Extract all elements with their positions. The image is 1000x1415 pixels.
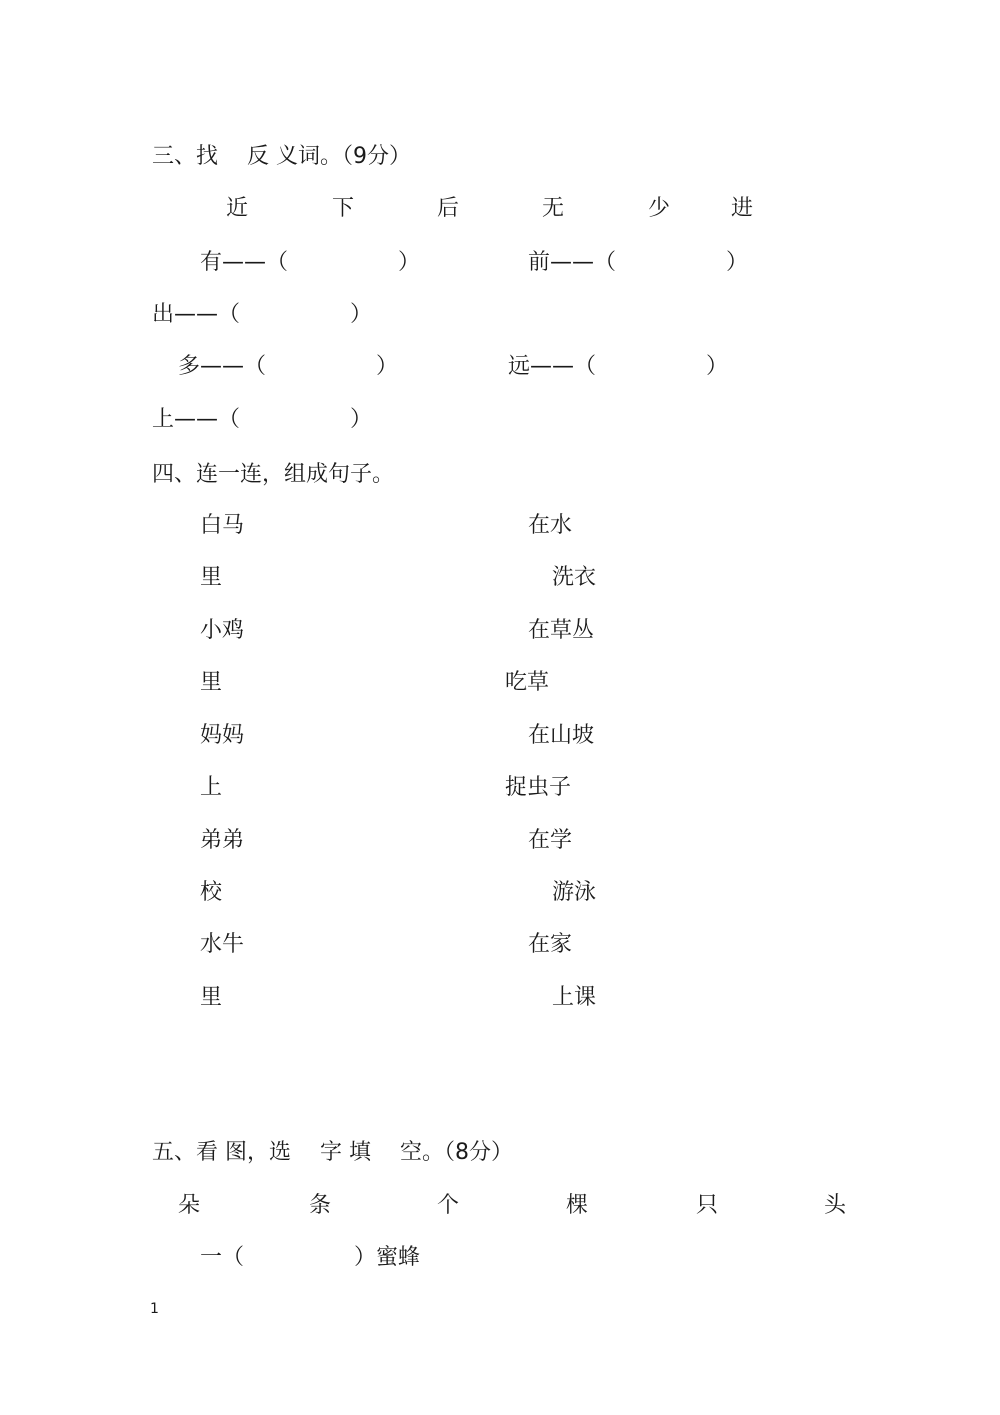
match-right-item[interactable]: 在草丛 xyxy=(528,618,595,643)
page-number: 1 xyxy=(150,1301,159,1317)
antonym-item-you[interactable]: 有——（ ） xyxy=(200,250,421,275)
word-option: 无 xyxy=(542,196,565,221)
match-left-item[interactable]: 白马 xyxy=(200,513,245,538)
word-option: 进 xyxy=(731,196,754,221)
word-option: 头 xyxy=(824,1193,847,1218)
word-option: 下 xyxy=(332,196,355,221)
section-4-title: 四、连一连，组成句子。 xyxy=(152,462,395,487)
match-right-item[interactable]: 上课 xyxy=(552,985,597,1010)
word-option: 个 xyxy=(437,1193,460,1218)
match-right-item[interactable]: 游泳 xyxy=(552,880,597,905)
word-option: 朵 xyxy=(178,1193,201,1218)
match-left-item[interactable]: 上 xyxy=(200,775,223,800)
match-left-item[interactable]: 里 xyxy=(200,670,223,695)
antonym-item-shang[interactable]: 上——（ ） xyxy=(152,407,373,432)
match-right-item[interactable]: 吃草 xyxy=(505,670,550,695)
word-option: 棵 xyxy=(566,1193,589,1218)
word-option: 近 xyxy=(226,196,249,221)
match-right-item[interactable]: 捉虫子 xyxy=(505,775,572,800)
match-right-item[interactable]: 在学 xyxy=(528,828,573,853)
antonym-item-qian[interactable]: 前——（ ） xyxy=(528,250,749,275)
match-left-item[interactable]: 小鸡 xyxy=(200,618,245,643)
word-option: 条 xyxy=(309,1193,332,1218)
fill-blank-item[interactable]: 一（ ）蜜蜂 xyxy=(200,1245,421,1270)
match-left-item[interactable]: 校 xyxy=(200,880,223,905)
antonym-item-duo[interactable]: 多——（ ） xyxy=(178,354,399,379)
match-left-item[interactable]: 弟弟 xyxy=(200,828,245,853)
match-right-item[interactable]: 在水 xyxy=(528,513,573,538)
match-left-item[interactable]: 妈妈 xyxy=(200,723,245,748)
word-option: 只 xyxy=(696,1193,719,1218)
antonym-item-chu[interactable]: 出——（ ） xyxy=(152,302,373,327)
match-right-item[interactable]: 在山坡 xyxy=(528,723,595,748)
match-left-item[interactable]: 水牛 xyxy=(200,932,245,957)
match-right-item[interactable]: 洗衣 xyxy=(552,565,597,590)
match-left-item[interactable]: 里 xyxy=(200,985,223,1010)
antonym-item-yuan[interactable]: 远——（ ） xyxy=(508,354,729,379)
section-3-title: 三、找 反 义词。（9分） xyxy=(152,144,411,169)
match-left-item[interactable]: 里 xyxy=(200,565,223,590)
match-right-item[interactable]: 在家 xyxy=(528,932,573,957)
section-5-title: 五、看 图，选 字 填 空。（8分） xyxy=(152,1140,513,1165)
word-option: 后 xyxy=(437,196,460,221)
word-option: 少 xyxy=(648,196,671,221)
